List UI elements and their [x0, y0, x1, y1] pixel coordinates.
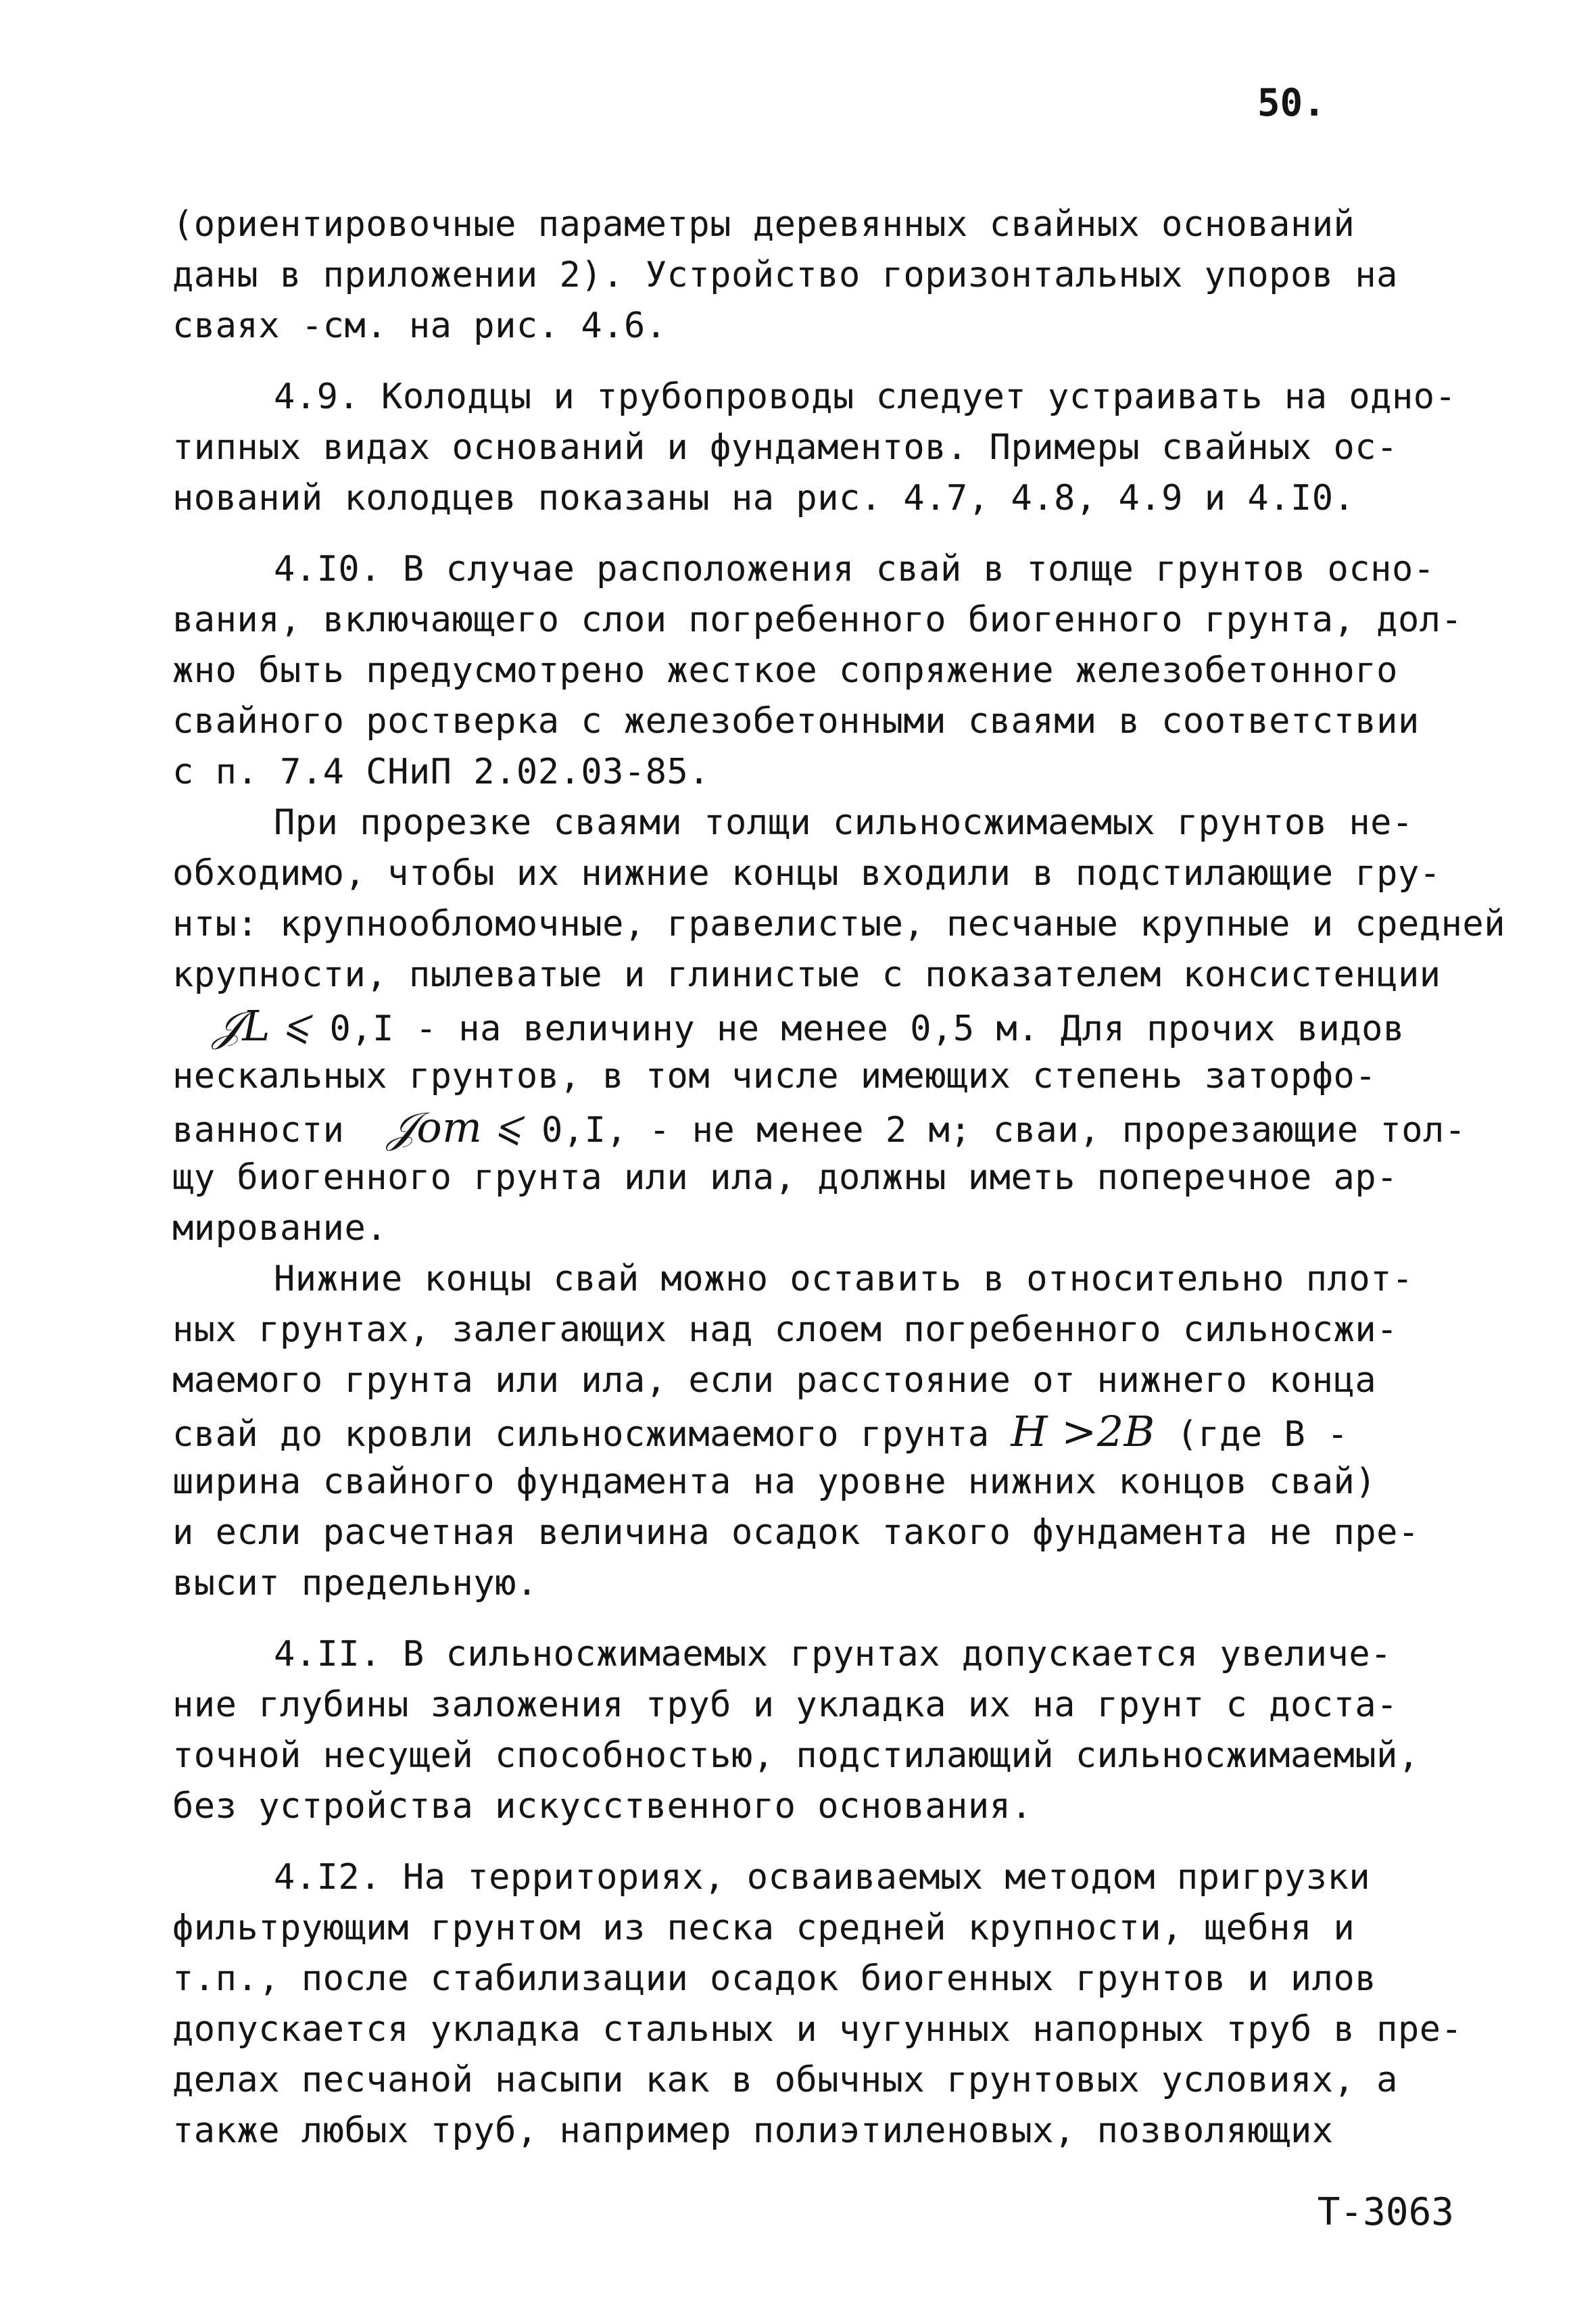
- text-line: (ориентировочные параметры деревянных свайных оснований: [172, 204, 1355, 245]
- text-line: точной несущей способностью, подстилающий сильносжимаемый,: [172, 1735, 1420, 1776]
- text-line-part: ванности: [172, 1110, 345, 1151]
- text-line: допускается укладка стальных и чугунных напорных труб в пре-: [172, 2009, 1463, 2050]
- paragraph-4-12: 4.I2. На территориях, осваиваемых методом пригрузки: [274, 1857, 1371, 1898]
- formula-h2b: Н >2В: [1011, 1407, 1155, 1456]
- body-text: [172, 199, 1506, 2156]
- text-line: нований колодцев показаны на рис. 4.7, 4.8, 4.9 и 4.I0.: [172, 478, 1355, 518]
- text-line: ширина свайного фундамента на уровне нижних концов свай): [172, 1462, 1377, 1502]
- formula-ior: 𝒥от ⩽: [387, 1103, 521, 1152]
- text-line: без устройства искусственного основания.: [172, 1786, 1033, 1827]
- text-line-part: свай до кровли сильносжимаемого грунта: [172, 1414, 990, 1455]
- text-line: жно быть предусмотрено жесткое сопряжение железобетонного: [172, 650, 1398, 691]
- formula-il: 𝒥L ⩽: [213, 1001, 308, 1051]
- text-line: с п. 7.4 СНиП 2.02.03-85.: [172, 752, 710, 792]
- text-line: даны в приложении 2). Устройство горизонтальных упоров на: [172, 255, 1398, 295]
- paragraph-piles: При прорезке сваями толщи сильносжимаемых грунтов не-: [274, 802, 1413, 843]
- paragraph-lower-ends: Нижние концы свай можно оставить в относительно плот-: [274, 1259, 1413, 1299]
- text-line: типных видах оснований и фундаментов. Примеры свайных ос-: [172, 427, 1398, 468]
- text-line: мирование.: [172, 1208, 388, 1249]
- text-line: фильтрующим грунтом из песка средней крупности, щебня и: [172, 1908, 1355, 1948]
- page-number: 50.: [1257, 81, 1326, 125]
- paragraph-4-10: 4.I0. В случае расположения свай в толще грунтов осно-: [274, 549, 1435, 589]
- text-line: т.п., после стабилизации осадок биогенных грунтов и илов: [172, 1958, 1377, 1999]
- text-line: ных грунтах, залегающих над слоем погребенного сильносжи-: [172, 1309, 1398, 1350]
- paragraph-4-9: 4.9. Колодцы и трубопроводы следует устраивать на одно-: [274, 377, 1457, 417]
- text-line: маемого грунта или ила, если расстояние от нижнего конца: [172, 1360, 1377, 1401]
- text-line: также любых труб, например полиэтиленовых, позволяющих: [172, 2110, 1334, 2151]
- paragraph-4-11: 4.II. В сильносжимаемых грунтах допускается увеличе-: [274, 1634, 1392, 1674]
- document-code: Т-3063: [1317, 2190, 1454, 2234]
- text-line: свайного ростверка с железобетонными сваями в соответствии: [172, 701, 1420, 742]
- text-line-part: 0,I - на величину не менее 0,5 м. Для прочих видов: [329, 1009, 1405, 1049]
- text-line: [172, 1406, 1457, 1457]
- text-line: обходимо, чтобы их нижние концы входили в подстилающие гру-: [172, 853, 1441, 894]
- text-line: щу биогенного грунта или ила, должны иметь поперечное ар-: [172, 1157, 1398, 1198]
- text-line: делах песчаной насыпи как в обычных грунтовых условиях, а: [172, 2060, 1398, 2100]
- text-line-part: (где В -: [1176, 1414, 1349, 1455]
- text-line: нты: крупнообломочные, гравелистые, песчаные крупные и средней: [172, 904, 1506, 944]
- text-line: ние глубины заложения труб и укладка их на грунт с доста-: [172, 1685, 1398, 1725]
- text-line: [172, 1000, 1457, 1051]
- text-line: сваях -см. на рис. 4.6.: [172, 306, 667, 346]
- text-line: и если расчетная величина осадок такого фундамента не пре-: [172, 1512, 1420, 1553]
- text-line: высит предельную.: [172, 1563, 538, 1603]
- text-line-part: 0,I, - не менее 2 м; сваи, прорезающие тол-: [541, 1110, 1466, 1151]
- text-line: крупности, пылеватые и глинистые с показателем консистенции: [172, 955, 1441, 995]
- text-line: нескальных грунтов, в том числе имеющих степень заторфо-: [172, 1056, 1377, 1096]
- text-line: [172, 1102, 1466, 1153]
- text-line: вания, включающего слои погребенного биогенного грунта, дол-: [172, 600, 1463, 640]
